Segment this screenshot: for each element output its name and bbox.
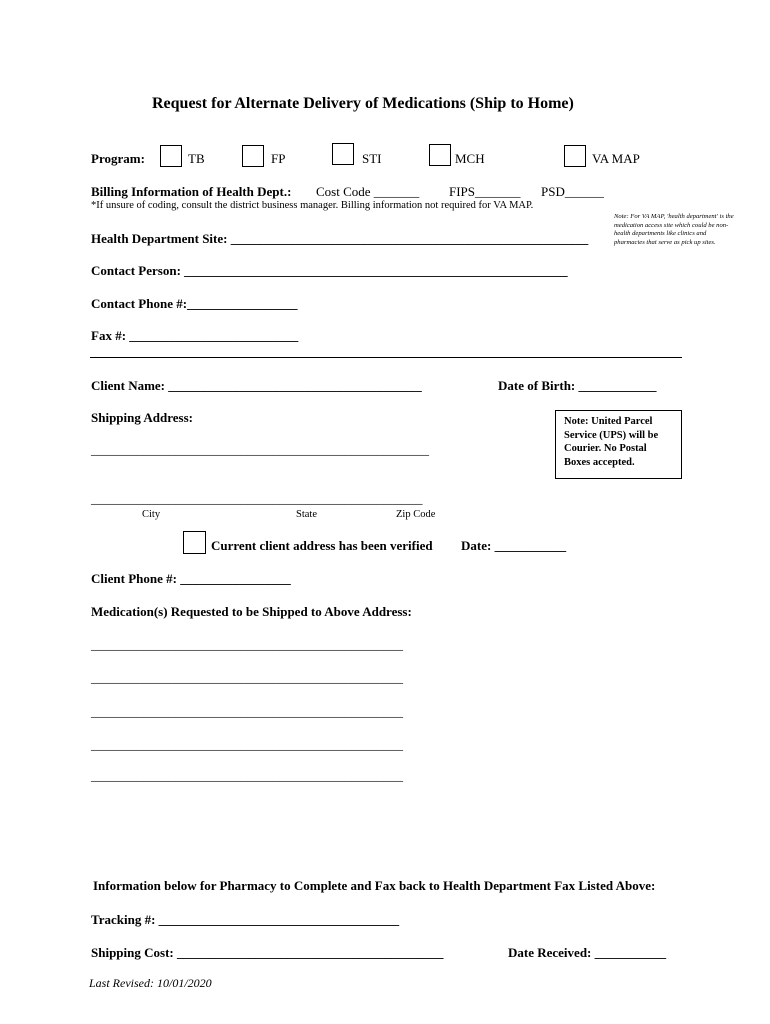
last-revised: Last Revised: 10/01/2020: [89, 976, 212, 990]
ups-note: Note: United Parcel Service (UPS) will be Courier. No Postal Boxes accepted.: [555, 410, 682, 479]
contact-phone-field[interactable]: Contact Phone #:_________________: [91, 296, 298, 311]
checkbox-sti[interactable]: [332, 143, 354, 165]
fax-field[interactable]: Fax #: __________________________: [91, 328, 299, 343]
contact-person-field[interactable]: Contact Person: ___________________________________________________________: [91, 263, 568, 278]
psd-field[interactable]: PSD______: [541, 184, 604, 199]
option-mch-label: MCH: [455, 151, 485, 166]
date-received-field[interactable]: Date Received: ___________: [508, 945, 667, 960]
tracking-number-field[interactable]: Tracking #: _____________________________________: [91, 912, 400, 927]
page-title: Request for Alternate Delivery of Medications (Ship to Home): [152, 95, 574, 112]
medication-line[interactable]: ________________________________________________: [91, 737, 403, 752]
medication-line[interactable]: ________________________________________________: [91, 704, 403, 719]
pharmacy-heading: Information below for Pharmacy to Complete and Fax back to Health Department Fax Listed Above:: [93, 878, 656, 893]
option-va-map-label: VA MAP: [592, 151, 640, 166]
medication-line[interactable]: ________________________________________________: [91, 637, 403, 652]
medications-label: Medication(s) Requested to be Shipped to Above Address:: [91, 604, 412, 619]
medication-line[interactable]: ________________________________________________: [91, 768, 403, 783]
verified-date-field[interactable]: Date: ___________: [461, 538, 567, 553]
checkbox-address-verified[interactable]: [183, 531, 206, 554]
billing-note: *If unsure of coding, consult the district business manager. Billing information not required for VA MAP.: [91, 200, 534, 211]
option-fp-label: FP: [271, 151, 286, 166]
city-caption: City: [142, 509, 161, 520]
section-divider: [90, 357, 682, 358]
date-of-birth-field[interactable]: Date of Birth: ____________: [498, 378, 657, 393]
option-tb-label: TB: [188, 151, 205, 166]
option-sti-label: STI: [362, 151, 382, 166]
checkbox-tb[interactable]: [160, 145, 182, 167]
health-department-site-field[interactable]: Health Department Site: _______________________________________________________: [91, 231, 589, 246]
checkbox-fp[interactable]: [242, 145, 264, 167]
va-map-note: Note: For VA MAP, 'health department' is the medication access site which could be non-health departments like clinics and pharmacies that serve as pick up sites.: [614, 213, 734, 246]
shipping-address-label: Shipping Address:: [91, 410, 194, 425]
shipping-cost-field[interactable]: Shipping Cost: _________________________________________: [91, 945, 444, 960]
address-verified-label: Current client address has been verified: [211, 538, 433, 553]
billing-label: Billing Information of Health Dept.:: [91, 184, 292, 199]
program-label: Program:: [91, 151, 145, 166]
zip-caption: Zip Code: [396, 509, 436, 520]
shipping-address-line-2[interactable]: ___________________________________________________: [91, 491, 423, 506]
client-phone-field[interactable]: Client Phone #: _________________: [91, 571, 291, 586]
checkbox-mch[interactable]: [429, 144, 451, 166]
checkbox-va-map[interactable]: [564, 145, 586, 167]
cost-code-field[interactable]: Cost Code _______: [316, 184, 420, 199]
medication-line[interactable]: ________________________________________________: [91, 670, 403, 685]
fips-field[interactable]: FIPS_______: [449, 184, 521, 199]
shipping-address-line-1[interactable]: ____________________________________________________: [91, 442, 429, 457]
state-caption: State: [296, 509, 317, 520]
client-name-field[interactable]: Client Name: _______________________________________: [91, 378, 422, 393]
